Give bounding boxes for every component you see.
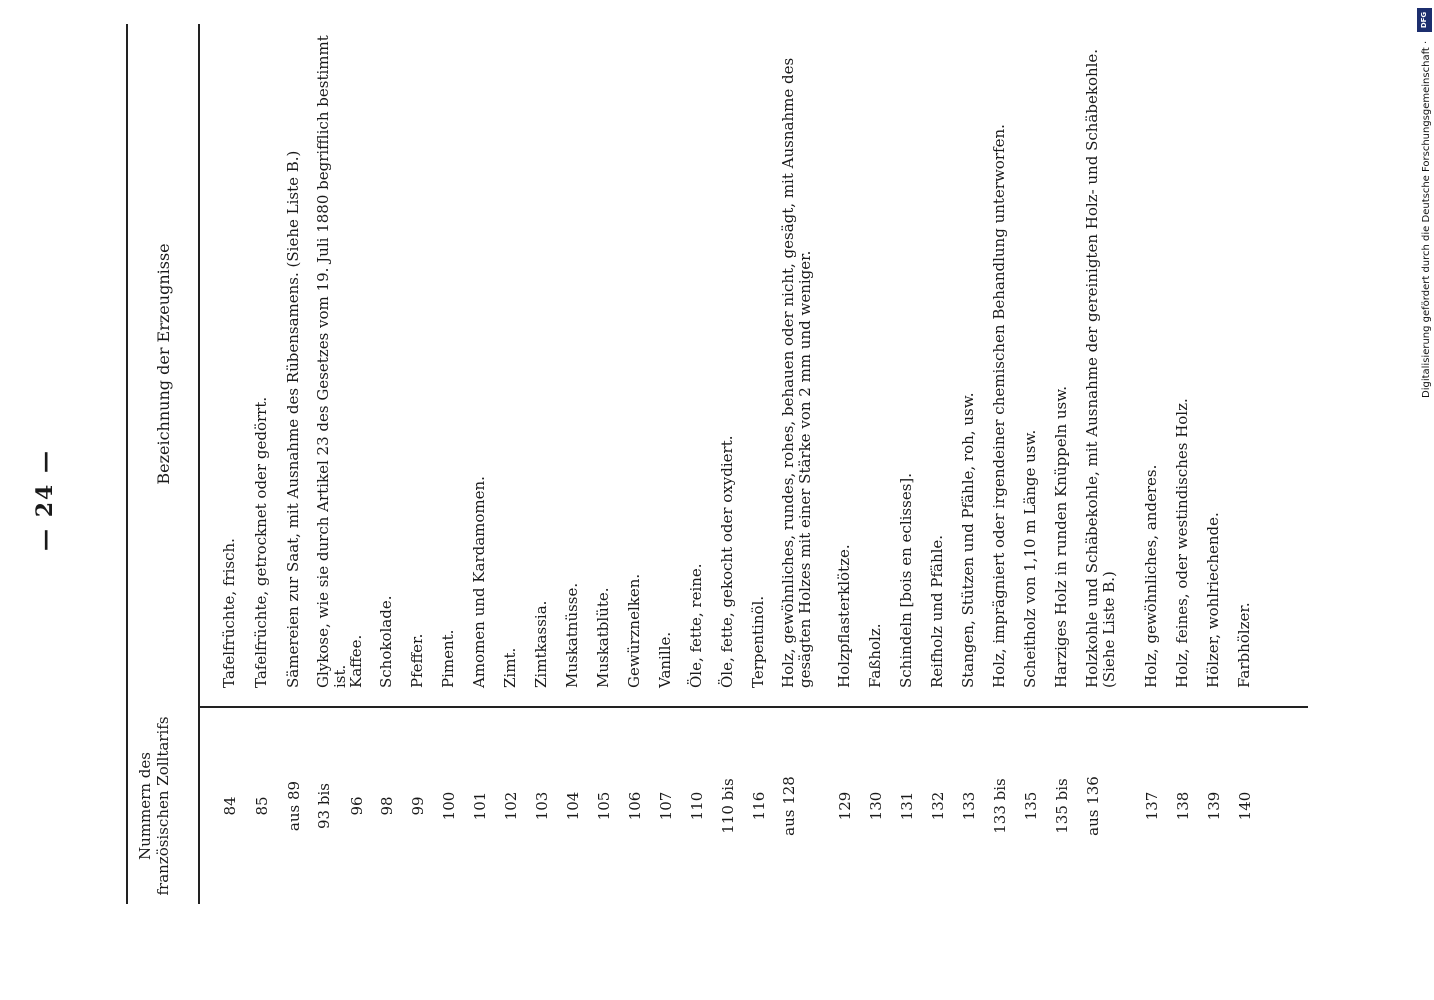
product-description: Holz, gewöhnliches, rundes, rohes, behauen oder nicht, gesägt, mit Ausnahme des gesägten Holzes mit einer Stärke von 2 mm und weniger.: [779, 57, 814, 688]
tariff-number: 133 bis: [991, 778, 1009, 834]
product-description: Muskatblüte.: [594, 587, 612, 688]
tariff-number: 137: [1143, 791, 1161, 821]
tariff-number: 85: [253, 796, 271, 816]
product-description: Holz, gewöhnliches, anderes.: [1142, 464, 1160, 688]
tariff-number: 103: [533, 791, 551, 821]
tariff-number: 96: [348, 796, 366, 816]
tariff-number: 110 bis: [719, 778, 737, 834]
tariff-number: 100: [440, 791, 458, 821]
watermark-text: Digitalisierung gefördert durch die Deutsche Forschungsgemeinschaft ·: [1421, 40, 1432, 398]
tariff-number: 133: [960, 791, 978, 821]
product-description: Öle, fette, reine.: [687, 563, 705, 688]
header-tariff-numbers: Nummern des französischen Zolltarifs: [136, 716, 172, 896]
product-description: Piment.: [439, 629, 457, 688]
product-description: Holz, imprägniert oder irgendeiner chemischen Behandlung unterworfen.: [990, 124, 1008, 688]
tariff-number: 98: [378, 796, 396, 816]
product-description: Faßholz.: [866, 623, 884, 688]
product-description: Zimtkassia.: [532, 600, 550, 688]
tariff-number: 106: [626, 791, 644, 821]
tariff-number: 140: [1236, 791, 1254, 821]
tariff-number: 107: [657, 791, 675, 821]
tariff-number: 135: [1022, 791, 1040, 821]
product-description: Muskatnüsse.: [563, 582, 581, 688]
tariff-number: 102: [502, 791, 520, 821]
product-description: Pfeffer.: [408, 633, 426, 688]
product-description: Schokolade.: [377, 595, 395, 688]
product-description: Hölzer, wohlriechende.: [1204, 512, 1222, 688]
tariff-number: 139: [1205, 791, 1223, 821]
tariff-number: aus 128: [780, 776, 798, 836]
product-description: Stangen, Stützen und Pfähle, roh, usw.: [959, 392, 977, 688]
product-description: Reifholz und Pfähle.: [928, 534, 946, 688]
tariff-number: 130: [867, 791, 885, 821]
product-description: Holzkohle und Schäbekohle, mit Ausnahme der gereinigten Holz- und Schäbekohle. (Siehe Liste B.): [1083, 48, 1118, 688]
product-description: Harziges Holz in runden Knüppeln usw.: [1052, 385, 1070, 688]
product-description: Glykose, wie sie durch Artikel 23 des Gesetzes vom 19. Juli 1880 begrifflich bestimmt ist.: [314, 35, 349, 688]
tariff-number: 138: [1174, 791, 1192, 821]
dfg-logo: [1417, 8, 1432, 32]
tariff-number: 132: [929, 791, 947, 821]
tariff-number: 110: [688, 791, 706, 821]
product-description: Tafelfrüchte, frisch.: [220, 538, 238, 688]
tariff-number: 105: [595, 791, 613, 821]
header-product-description: Bezeichnung der Erzeugnisse: [154, 243, 173, 485]
dfg-logo-text: DFG: [1420, 11, 1428, 29]
product-description: Vanille.: [656, 631, 674, 688]
product-description: Tafelfrüchte, getrocknet oder gedörrt.: [252, 396, 270, 688]
product-description: Gewürznelken.: [625, 573, 643, 688]
table-header-rule: [198, 24, 200, 904]
product-description: Scheitholz von 1,10 m Länge usw.: [1021, 429, 1039, 688]
tariff-number: 101: [471, 791, 489, 821]
product-description: Zimt.: [501, 647, 519, 688]
tariff-number: aus 136: [1084, 776, 1102, 836]
product-description: Kaffee.: [347, 634, 365, 688]
product-description: Schindeln [bois en eclisses].: [897, 472, 915, 688]
tariff-number: aus 89: [285, 780, 303, 832]
tariff-number: 99: [409, 796, 427, 816]
product-description: Holzpflasterklötze.: [835, 544, 853, 688]
tariff-number: 104: [564, 791, 582, 821]
table-top-rule: [126, 24, 128, 904]
tariff-number: 129: [836, 791, 854, 821]
tariff-number: 116: [750, 791, 768, 821]
tariff-number: 135 bis: [1053, 778, 1071, 834]
product-description: Farbhölzer.: [1235, 602, 1253, 688]
product-description: Amomen und Kardamomen.: [470, 476, 488, 688]
tariff-number: 84: [221, 796, 239, 816]
product-description: Öle, fette, gekocht oder oxydiert.: [718, 435, 736, 688]
tariff-number: 131: [898, 791, 916, 821]
tariff-number: 93 bis: [315, 783, 333, 829]
page-number: — 24 —: [32, 449, 58, 551]
product-description: Sämereien zur Saat, mit Ausnahme des Rübensamens. (Siehe Liste B.): [284, 150, 302, 688]
product-description: Terpentinöl.: [749, 595, 767, 688]
product-description: Holz, feines, oder westindisches Holz.: [1173, 398, 1191, 688]
digitization-watermark: [1418, 8, 1434, 398]
